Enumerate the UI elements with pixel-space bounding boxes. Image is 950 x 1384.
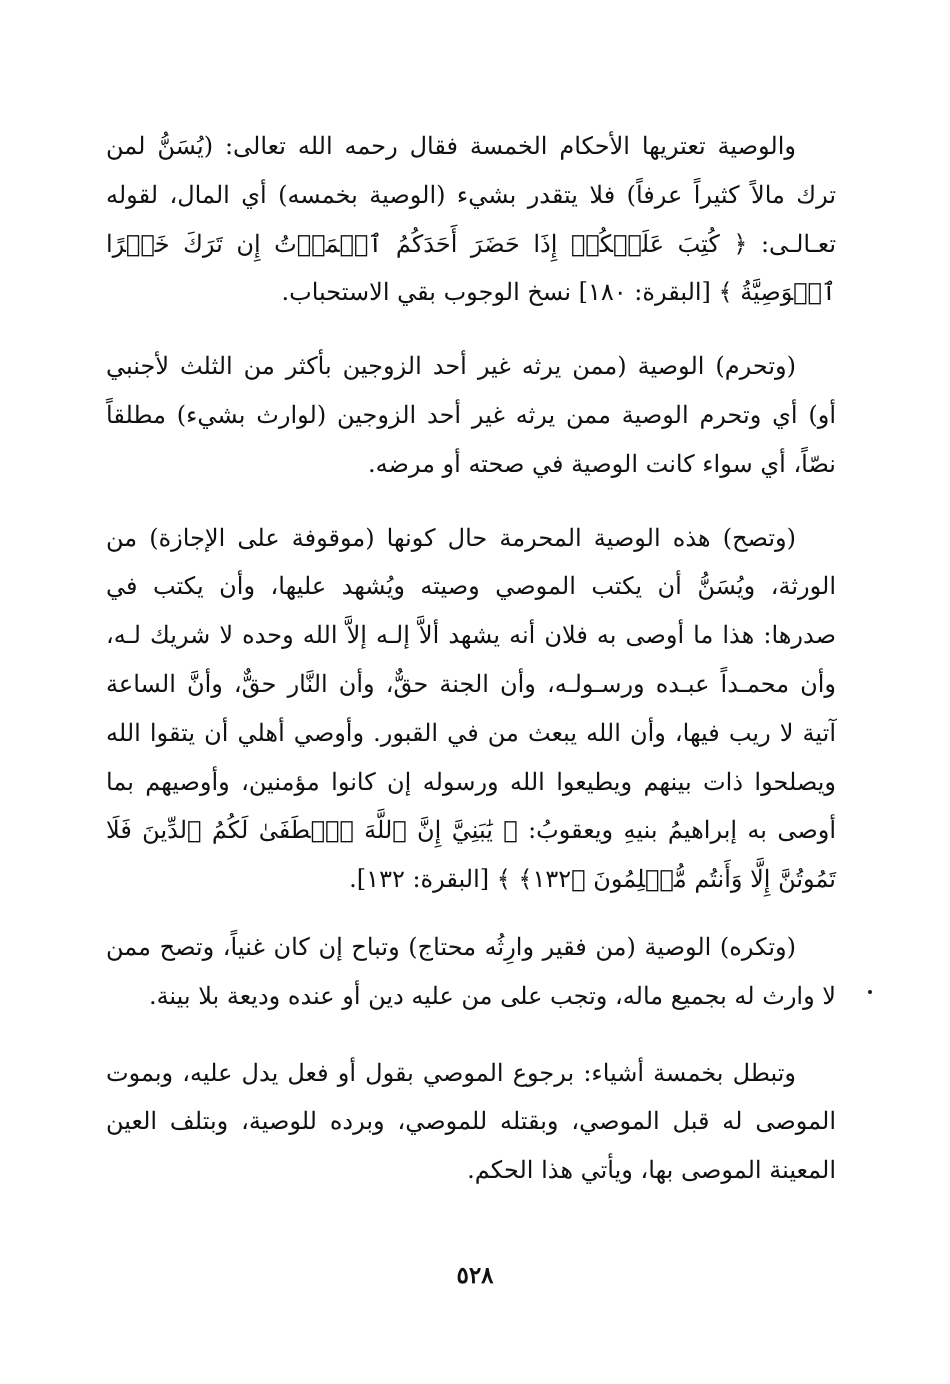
paragraph-disliked-will: (وتكره) الوصية (من فقير وارِثُه محتاج) وتباح إن كان غنياً، وتصح ممن لا وارث له بجميع ماله، وتجب على من عليه دين أو عنده وديعة بلا بينة. bbox=[106, 932, 836, 1010]
paragraph-valid-will: (وتصح) هذه الوصية المحرمة حال كونها (موقوفة على الإجازة) من الورثة، ويُسَنُّ أن يكتب الموصي وصيته ويُشهد عليها، وأن يكتب في صدرها: هذا ما أوصى به فلان أنه يشهد ألاَّ إلـه إلاَّ الله وحده لا شريك لـه، وأن محمـداً عبـده ورسـولـه، وأن الجنة حقٌّ، وأن النَّار حقٌّ، وأنَّ الساعة آتية لا ريب فيها، وأن الله يبعث من في القبور. وأوصي أهلي أن يتقوا الله ويصلحوا ذات بينهم ويطيعوا الله ورسوله إن كانوا مؤمنين، وأوصيهم بما أوصى به إبراهيمُ بنيهِ ويعقوبُ: ﴿ يَٰبَنِيَّ إِنَّ ٱللَّهَ ٱصۡطَفَىٰ لَكُمُ ٱلدِّينَ فَلَا تَمُوتُنَّ إِلَّا وَأَنتُم مُّسۡلِمُونَ ﴿١٣٢﴾ ﴾ [البقرة: ١٣٢]. bbox=[106, 523, 836, 894]
paragraph-will-invalidation: وتبطل بخمسة أشياء: برجوع الموصي بقول أو فعل يدل عليه، وبموت الموصى له قبل الموصي، وبقتله للموصي، وبرده للوصية، وبتلف العين المعينة الموصى بها، ويأتي هذا الحكم. bbox=[106, 1058, 836, 1185]
body-text bbox=[106, 122, 836, 1195]
paragraph-will-rulings: والوصية تعتريها الأحكام الخمسة فقال رحمه الله تعالى: (يُسَنُّ لمن ترك مالاً كثيراً عرفاً) فلا يتقدر بشيء (الوصية بخمسه) أي المال، لقوله تعـالـى: ﴿ كُتِبَ عَلَيۡكُمۡ إِذَا حَضَرَ أَحَدَكُمُ ٱلۡمَوۡتُ إِن تَرَكَ خَيۡرًا ٱلۡوَصِيَّةُ ﴾ [البقرة: ١٨٠] نسخ الوجوب بقي الاستحباب. bbox=[106, 132, 836, 307]
page-number: ٥٢٨ bbox=[456, 1262, 494, 1289]
paragraph-forbidden-will: (وتحرم) الوصية (ممن يرثه غير أحد الزوجين بأكثر من الثلث لأجنبي أو) أي وتحرم الوصية ممن يرثه غير أحد الزوجين (لوارث بشيء) مطلقاً نصّاً، أي سواء كانت الوصية في صحته أو مرضه. bbox=[106, 352, 836, 478]
stray-mark bbox=[868, 990, 872, 994]
